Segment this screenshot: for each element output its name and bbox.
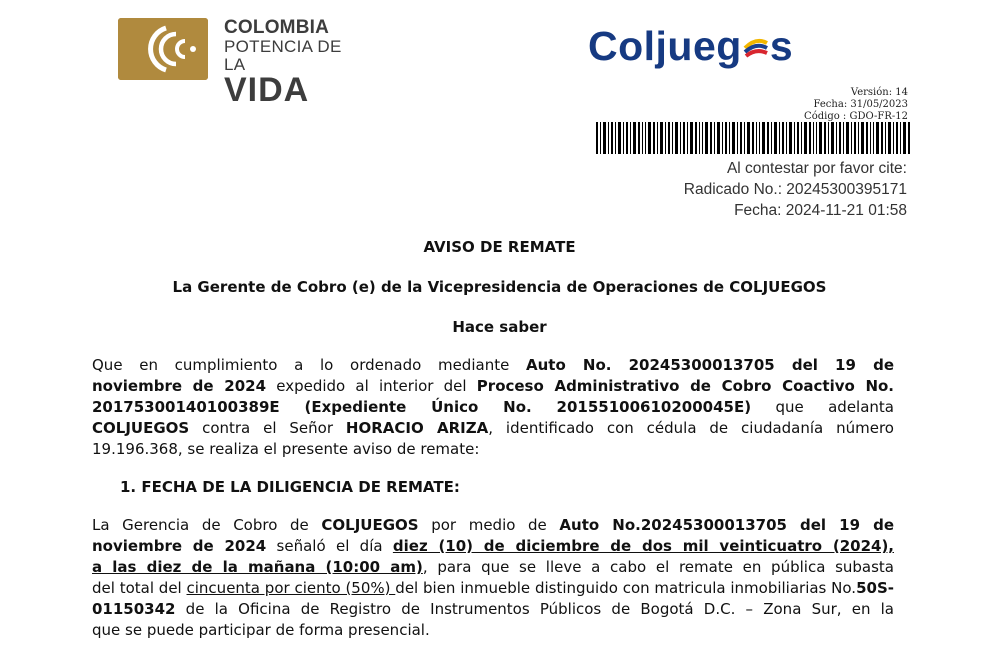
form-code-label: Código : GDO-FR-12 <box>804 111 908 122</box>
colombia-logo-line1: COLOMBIA <box>224 17 330 38</box>
coljuegos-logo <box>588 24 878 74</box>
text: por medio de <box>418 516 560 534</box>
section-heading-1: 1. FECHA DE LA DILIGENCIA DE REMATE: <box>120 478 460 496</box>
document-metadata <box>804 87 908 123</box>
text: 19.196.368, se realiza el presente aviso de remate: <box>92 440 480 458</box>
text: contra el Señor <box>189 419 346 437</box>
document-title: AVISO DE REMATE <box>423 238 576 256</box>
version-label: Versión: 14 <box>850 87 908 98</box>
text: del bien inmueble distinguido con matricula inmobiliarias No. <box>395 579 857 597</box>
auction-date: diez (10) de diciembre de dos mil veinticuatro (2024), <box>392 537 894 555</box>
paragraph-intro <box>92 355 894 460</box>
text: , identificado con cédula de ciudadanía número <box>488 419 894 437</box>
paragraph-date <box>92 515 894 641</box>
text: de la Oficina de Registro de Instrumentos Públicos de Bogotá D.C. – Zona Sur, en la <box>175 600 894 618</box>
entity-name: COLJUEGOS <box>321 516 419 534</box>
colombia-logo-line3: VIDA <box>224 71 310 109</box>
auto-date: noviembre de 2024 <box>92 377 267 395</box>
auto-reference: Auto No.20245300013705 del 19 de <box>559 516 895 534</box>
colombia-logo-line2: POTENCIA DE LA <box>224 37 342 74</box>
percentage: cincuenta por ciento (50%) <box>186 579 396 597</box>
radicado-date: Fecha: 2024-11-21 01:58 <box>734 202 907 219</box>
document-subtitle: La Gerente de Cobro (e) de la Vicepresidencia de Operaciones de COLJUEGOS <box>172 278 827 296</box>
matricula-number: 50S- <box>856 579 894 597</box>
barcode-icon <box>596 122 910 154</box>
text: , para que se lleve a cabo el remate en pública subasta <box>422 558 894 576</box>
colombia-logo <box>118 17 358 109</box>
coljuegos-logo-text-b: s <box>769 23 794 69</box>
entity-name: COLJUEGOS <box>92 419 190 437</box>
matricula-number-cont: 01150342 <box>92 600 176 618</box>
coljuegos-swirl-icon <box>742 26 770 54</box>
text: La Gerencia de Cobro de <box>92 516 322 534</box>
auto-reference: Auto No. 20245300013705 del 19 de <box>526 356 894 374</box>
text: señaló el día <box>266 537 393 555</box>
text: Que en cumplimiento a lo ordenado mediante <box>92 356 526 374</box>
text: del total del <box>92 579 187 597</box>
text: que adelanta <box>751 398 894 416</box>
process-number: 20175300140100389E (Expediente Único No. 20155100610200045E) <box>92 398 752 416</box>
text: expedido al interior del <box>266 377 477 395</box>
citation-block <box>684 158 907 221</box>
coljuegos-logo-text-a: Coljueg <box>588 23 742 69</box>
process-reference: Proceso Administrativo de Cobro Coactivo No. <box>476 377 895 395</box>
form-date-label: Fecha: 31/05/2023 <box>813 99 908 110</box>
colombia-emblem-icon <box>118 18 208 80</box>
auto-date: noviembre de 2024 <box>92 537 267 555</box>
debtor-name: HORACIO ARIZA <box>345 419 489 437</box>
document-subtitle-2: Hace saber <box>452 318 547 336</box>
text: que se puede participar de forma presencial. <box>92 621 430 639</box>
auction-time: a las diez de la mañana (10:00 am) <box>92 558 423 576</box>
radicado-number: Radicado No.: 20245300395171 <box>683 181 907 198</box>
cite-instruction: Al contestar por favor cite: <box>726 160 907 177</box>
